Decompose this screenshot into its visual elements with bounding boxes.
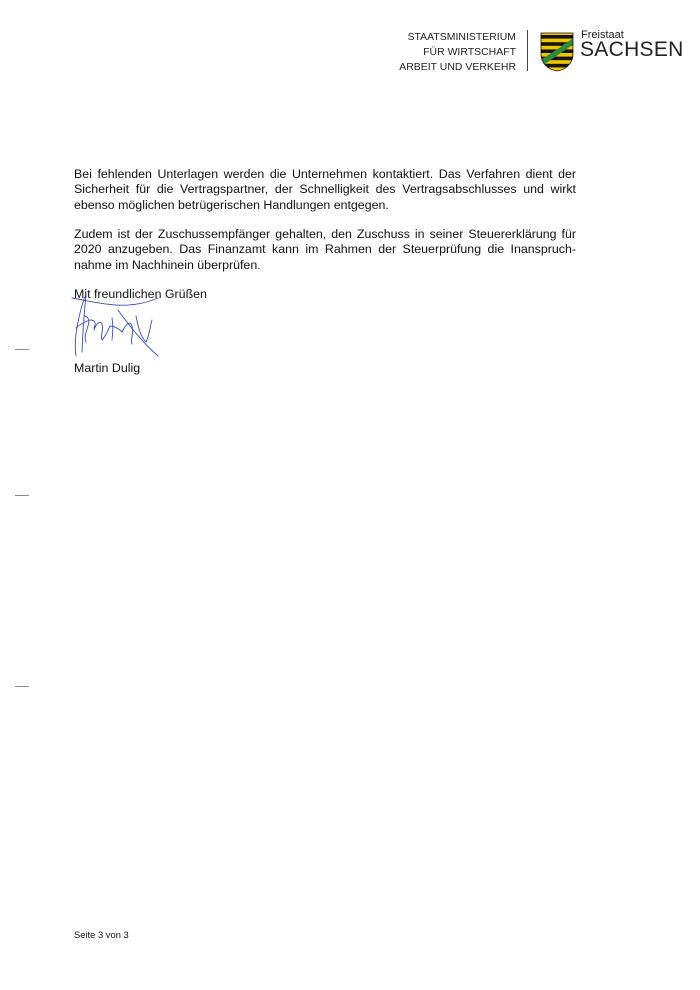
signatory-name: Martin Dulig: [74, 361, 141, 375]
ministry-line-2: FÜR WIRTSCHAFT: [423, 47, 516, 58]
ministry-name: [316, 30, 516, 75]
saxony-coat-of-arms-icon: [540, 32, 574, 72]
fold-mark: [15, 349, 29, 350]
fold-mark: [15, 686, 29, 687]
page-number: Seite 3 von 3: [74, 929, 129, 940]
letter-paragraph-1: Bei fehlenden Unterlagen werden die Unternehmen kontaktiert. Das Verfahren dient der Sicherheit für die Vertragspartner, der Schnelligkeit des Vertragsabschlusses und wirkt ebenso möglichen betrügerischen Handlungen entgegen.: [74, 167, 576, 212]
letter-paragraph-2: Zudem ist der Zuschussempfänger gehalten, den Zuschuss in seiner Steuererklärung für 2020 anzugeben. Das Finanzamt kann im Rahmen der Steuerprüfung die Inanspruchnahme im Nachhinein überprüfen.: [74, 227, 576, 272]
fold-mark: [15, 495, 29, 496]
handwritten-signature: [66, 290, 170, 360]
header-divider: [527, 30, 528, 71]
brand-freistaat: Freistaat: [581, 29, 624, 41]
brand-sachsen: SACHSEN: [580, 38, 684, 61]
ministry-line-3: ARBEIT UND VERKEHR: [399, 62, 516, 73]
letter-closing: Mit freundlichen Grüßen: [74, 287, 207, 301]
ministry-line-1: STAATSMINISTERIUM: [407, 32, 516, 43]
